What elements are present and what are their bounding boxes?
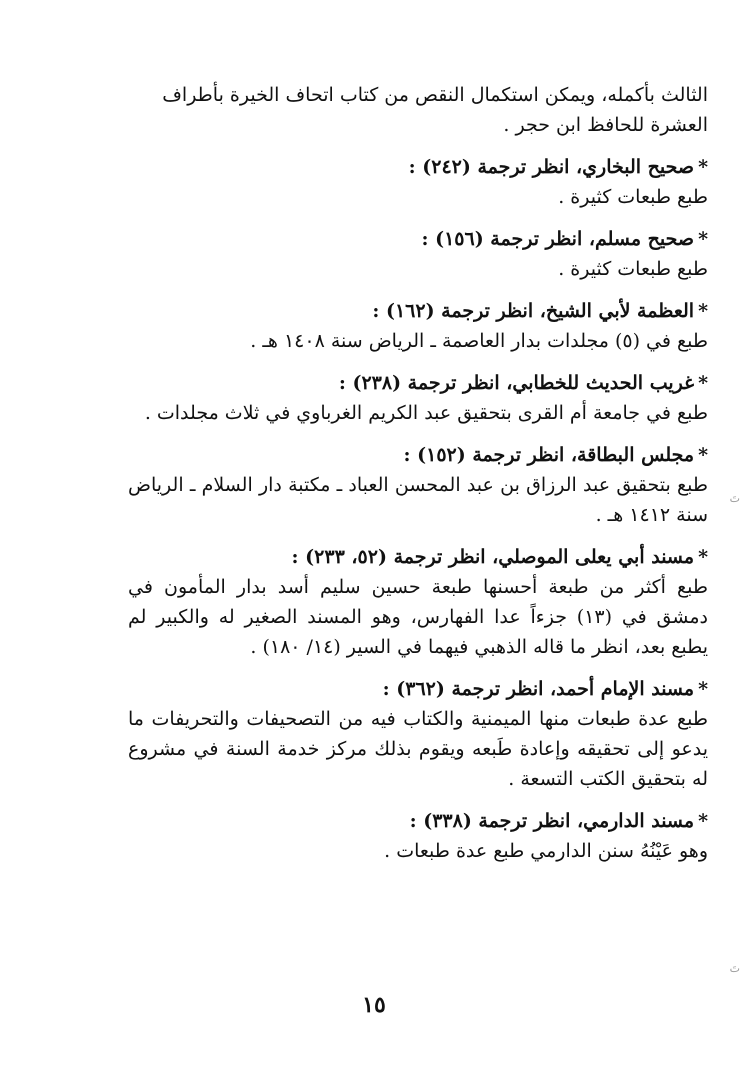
entry-heading-text: العظمة لأبي الشيخ، انظر ترجمة (١٦٢) : (372, 300, 695, 322)
entry-heading (128, 224, 708, 254)
page-number: ١٥ (362, 992, 386, 1018)
entry (128, 152, 708, 212)
entry-heading (128, 806, 708, 836)
entry (128, 224, 708, 284)
entry-heading-text: مسند الدارمي، انظر ترجمة (٣٣٨) : (409, 810, 695, 832)
entry-body: طبع بتحقيق عبد الرزاق بن عبد المحسن العباد ـ مكتبة دار السلام ـ الرياض سنة ١٤١٢ هـ . (128, 474, 708, 526)
entry-heading-text: صحيح البخاري، انظر ترجمة (٢٤٢) : (408, 156, 695, 178)
entry-heading-text: مجلس البطاقة، انظر ترجمة (١٥٢) : (403, 444, 695, 466)
bullet-star-icon: * (698, 300, 708, 322)
entry-body: طبع طبعات كثيرة . (558, 258, 708, 280)
bullet-star-icon: * (698, 228, 708, 250)
margin-mark: تَ (729, 492, 740, 505)
page-text (128, 80, 708, 878)
entry-heading (128, 542, 708, 572)
entry (128, 296, 708, 356)
entry-heading (128, 440, 708, 470)
bullet-star-icon: * (698, 678, 708, 700)
entries-list (128, 152, 708, 866)
entry-heading (128, 368, 708, 398)
entry-heading-text: مسند الإمام أحمد، انظر ترجمة (٣٦٢) : (382, 678, 695, 700)
entry-body: طبع عدة طبعات منها الميمنية والكتاب فيه من التصحيفات والتحريفات ما يدعو إلى تحقيقه وإعادة طَبعه ويقوم بذلك مركز خدمة السنة في مشروع له بتحقيق الكتب التسعة . (128, 708, 708, 790)
entry (128, 440, 708, 530)
entry-body: طبع أكثر من طبعة أحسنها طبعة حسين سليم أسد بدار المأمون في دمشق في (١٣) جزءاً عدا الفهارس، وهو المسند الصغير له والكبير لم يطبع بعد، انظر ما قاله الذهبي فيهما في السير (١٤/ ١٨٠) . (128, 576, 708, 658)
entry-body: وهو عَيْنُهُ سنن الدارمي طبع عدة طبعات . (384, 840, 708, 862)
entry-heading (128, 674, 708, 704)
margin-mark: تَ (729, 962, 740, 975)
entry-heading-text: مسند أبي يعلى الموصلي، انظر ترجمة (٥٢، ٢٣٣) : (291, 546, 695, 568)
bullet-star-icon: * (698, 810, 708, 832)
entry (128, 542, 708, 662)
bullet-star-icon: * (698, 372, 708, 394)
entry (128, 368, 708, 428)
entry-heading (128, 152, 708, 182)
entry-body: طبع في (٥) مجلدات بدار العاصمة ـ الرياض سنة ١٤٠٨ هـ . (250, 330, 708, 352)
bullet-star-icon: * (698, 546, 708, 568)
entry-heading-text: غريب الحديث للخطابي، انظر ترجمة (٢٣٨) : (338, 372, 695, 394)
bullet-star-icon: * (698, 444, 708, 466)
entry (128, 674, 708, 794)
entry-heading (128, 296, 708, 326)
intro-paragraph: الثالث بأكمله، ويمكن استكمال النقص من كتاب اتحاف الخيرة بأطراف العشرة للحافظ ابن حجر . (162, 84, 708, 136)
bullet-star-icon: * (698, 156, 708, 178)
entry-heading-text: صحيح مسلم، انظر ترجمة (١٥٦) : (421, 228, 695, 250)
entry (128, 806, 708, 866)
entry-body: طبع طبعات كثيرة . (558, 186, 708, 208)
entry-body: طبع في جامعة أم القرى بتحقيق عبد الكريم الغرباوي في ثلاث مجلدات . (144, 402, 708, 424)
